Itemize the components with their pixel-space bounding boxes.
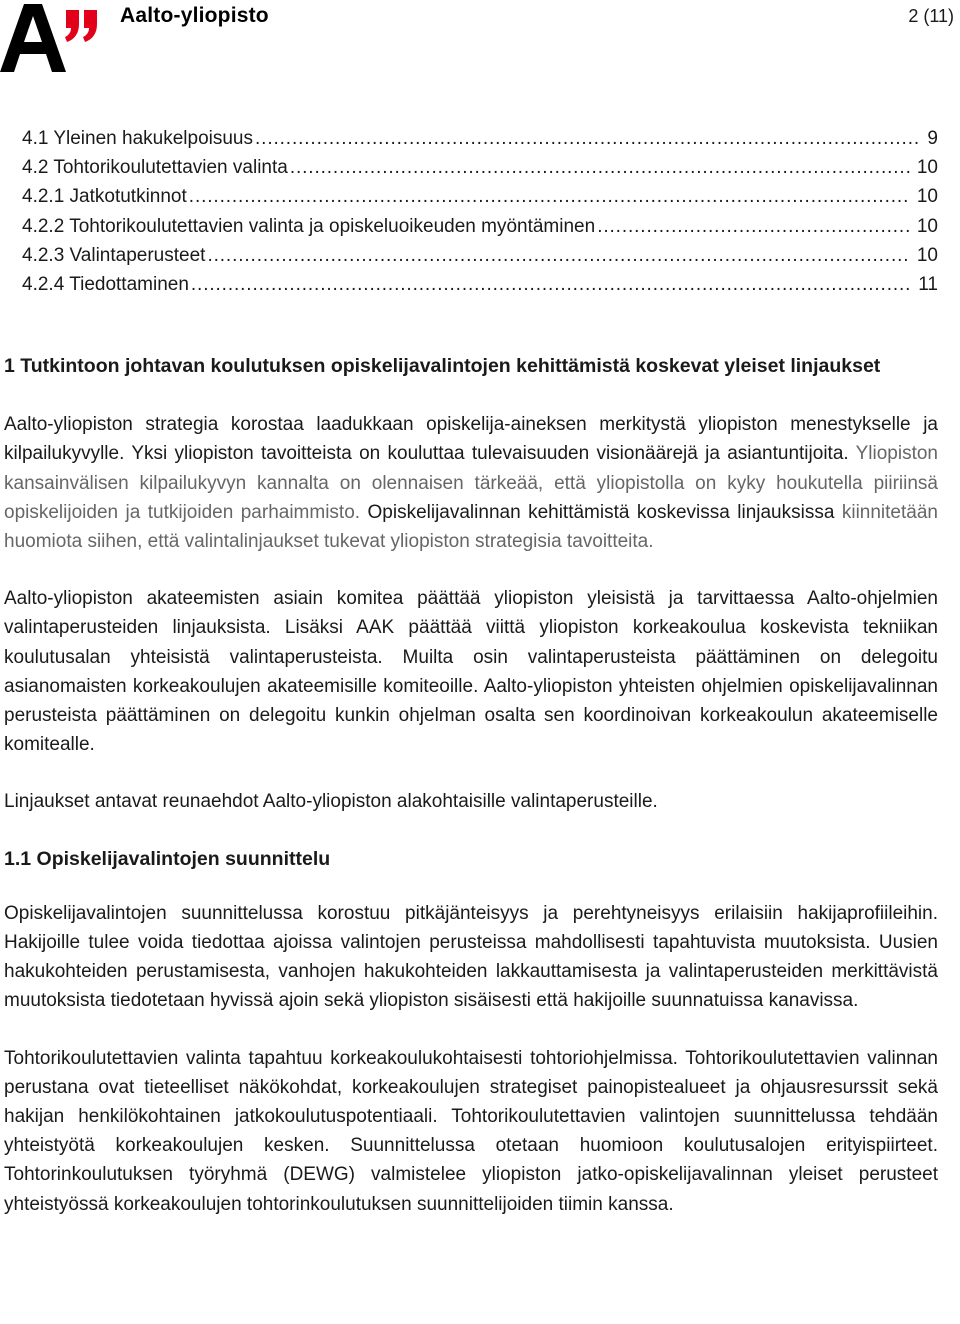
table-of-contents: [22, 128, 938, 303]
aalto-logo-icon: [0, 4, 100, 72]
logo-wordmark: Aalto-yliopisto: [120, 4, 269, 27]
paragraph: Opiskelijavalintojen suunnittelussa korostuu pitkäjänteisyys ja perehtyneisyys erilaisiin hakijaprofiileihin. Hakijoille tulee voida tiedottaa ajoissa valintojen perusteissa mahdollisesti tapahtuvista muutoksista. Uusien hakukohteiden perustamisesta, vanhojen hakukohteiden lakkauttamisesta ja valintaperusteiden merkittävistä muutoksista tiedotetaan hyvissä ajoin sekä yliopiston sisäisesti että hakijoille suunnatuissa kanavissa.: [4, 902, 938, 1012]
toc-page: 9: [927, 128, 938, 149]
toc-label: 4.2 Tohtorikoulutettavien valinta: [22, 157, 288, 179]
page-number: 2 (11): [908, 6, 954, 26]
toc-entry[interactable]: [22, 216, 938, 245]
document-body: [4, 352, 938, 1247]
toc-leader: [597, 216, 911, 238]
paragraph: Aalto-yliopiston akateemisten asiain komitea päättää yliopiston yleisistä ja tarvittaessa Aalto-ohjelmien valintaperusteiden linjauksista. Lisäksi AAK päättää viittä yliopiston korkeakoulua koskevista tekniikan koulutusalan yhteisistä valintaperusteista. Muilta osin valintaperusteista päättäminen on delegoitu asianomaisten korkeakoulujen akateemisille komiteoille. Aalto-yliopiston yhteisten ohjelmien opiskelijavalinnan perusteista päättäminen on delegoitu kunkin ohjelman osalta sen koordinoivan korkeakoulun akateemiselle komitealle.: [4, 588, 938, 756]
toc-label: 4.2.1 Jatkotutkinnot: [22, 186, 187, 208]
toc-leader: [207, 245, 910, 267]
toc-entry[interactable]: [22, 157, 938, 186]
paragraph-text-grey: kiinnitetään huomiota siihen, että valintalinjaukset tukevat yliopiston strategisia tavoitteita.: [4, 501, 938, 553]
paragraph-text-grey: Yliopiston kansainvälisen kilpailukyvyn kannalta on olennaisen tärkeää, että yliopistolla on kyky houkutella piiriinsä opiskelijoiden ja tutkijoiden parhaimmisto.: [4, 443, 938, 523]
page-header: [0, 0, 960, 80]
toc-entry[interactable]: [22, 186, 938, 215]
toc-label: 4.1 Yleinen hakukelpoisuus: [22, 128, 253, 149]
paragraph-text: Opiskelijavalinnan kehittämistä koskevissa linjauksissa: [367, 501, 842, 523]
toc-label: 4.2.4 Tiedottaminen: [22, 273, 189, 295]
toc-entry[interactable]: [22, 128, 938, 157]
toc-page: 10: [916, 186, 938, 208]
paragraph: Linjaukset antavat reunaehdot Aalto-yliopiston alakohtaisille valintaperusteille.: [4, 791, 658, 813]
toc-leader: [290, 157, 911, 179]
toc-leader: [255, 128, 921, 150]
toc-page: 11: [918, 273, 938, 295]
section-heading: 1 Tutkintoon johtavan koulutuksen opiskelijavalintojen kehittämistä koskevat yleiset linjaukset: [4, 355, 881, 377]
toc-leader: [191, 274, 912, 296]
paragraph-text: Aalto-yliopiston strategia korostaa laadukkaan opiskelija-aineksen merkitystä yliopiston menestykselle ja kilpailukyvylle. Yksi yliopiston tavoitteista on kouluttaa tulevaisuuden visionäärejä ja asiantuntijoita.: [4, 414, 938, 465]
toc-label: 4.2.3 Valintaperusteet: [22, 244, 206, 266]
toc-leader: [189, 186, 911, 208]
toc-page: 10: [916, 244, 938, 266]
paragraph: Tohtorikoulutettavien valinta tapahtuu korkeakoulukohtaisesti tohtoriohjelmissa. Tohtorikoulutettavien valinnan perustana ovat tieteelliset näkökohdat, korkeakoulujen strategiset painopistealueet ja ohjausresurssit sekä hakijan henkilökohtainen jatkokoulutuspotentiaali. Tohtorikoulutettavien valintojen suunnittelussa tehdään yhteistyötä korkeakoulujen kesken. Suunnittelussa otetaan huomioon koulutusalojen erityispiirteet. Tohtorinkoulutuksen työryhmä (DEWG) valmistelee yliopiston jatko-opiskelijavalinnan yleiset perusteet yhteistyössä korkeakoulujen tohtorinkoulutuksen suunnittelijoiden tiimin kanssa.: [4, 1047, 938, 1215]
toc-page: 10: [916, 157, 938, 179]
toc-entry[interactable]: [22, 274, 938, 303]
paragraph: [4, 410, 938, 556]
toc-page: 10: [916, 215, 938, 237]
subsection-heading: 1.1 Opiskelijavalintojen suunnittelu: [4, 847, 331, 870]
toc-entry[interactable]: [22, 245, 938, 274]
toc-label: 4.2.2 Tohtorikoulutettavien valinta ja opiskeluoikeuden myöntäminen: [22, 215, 596, 237]
